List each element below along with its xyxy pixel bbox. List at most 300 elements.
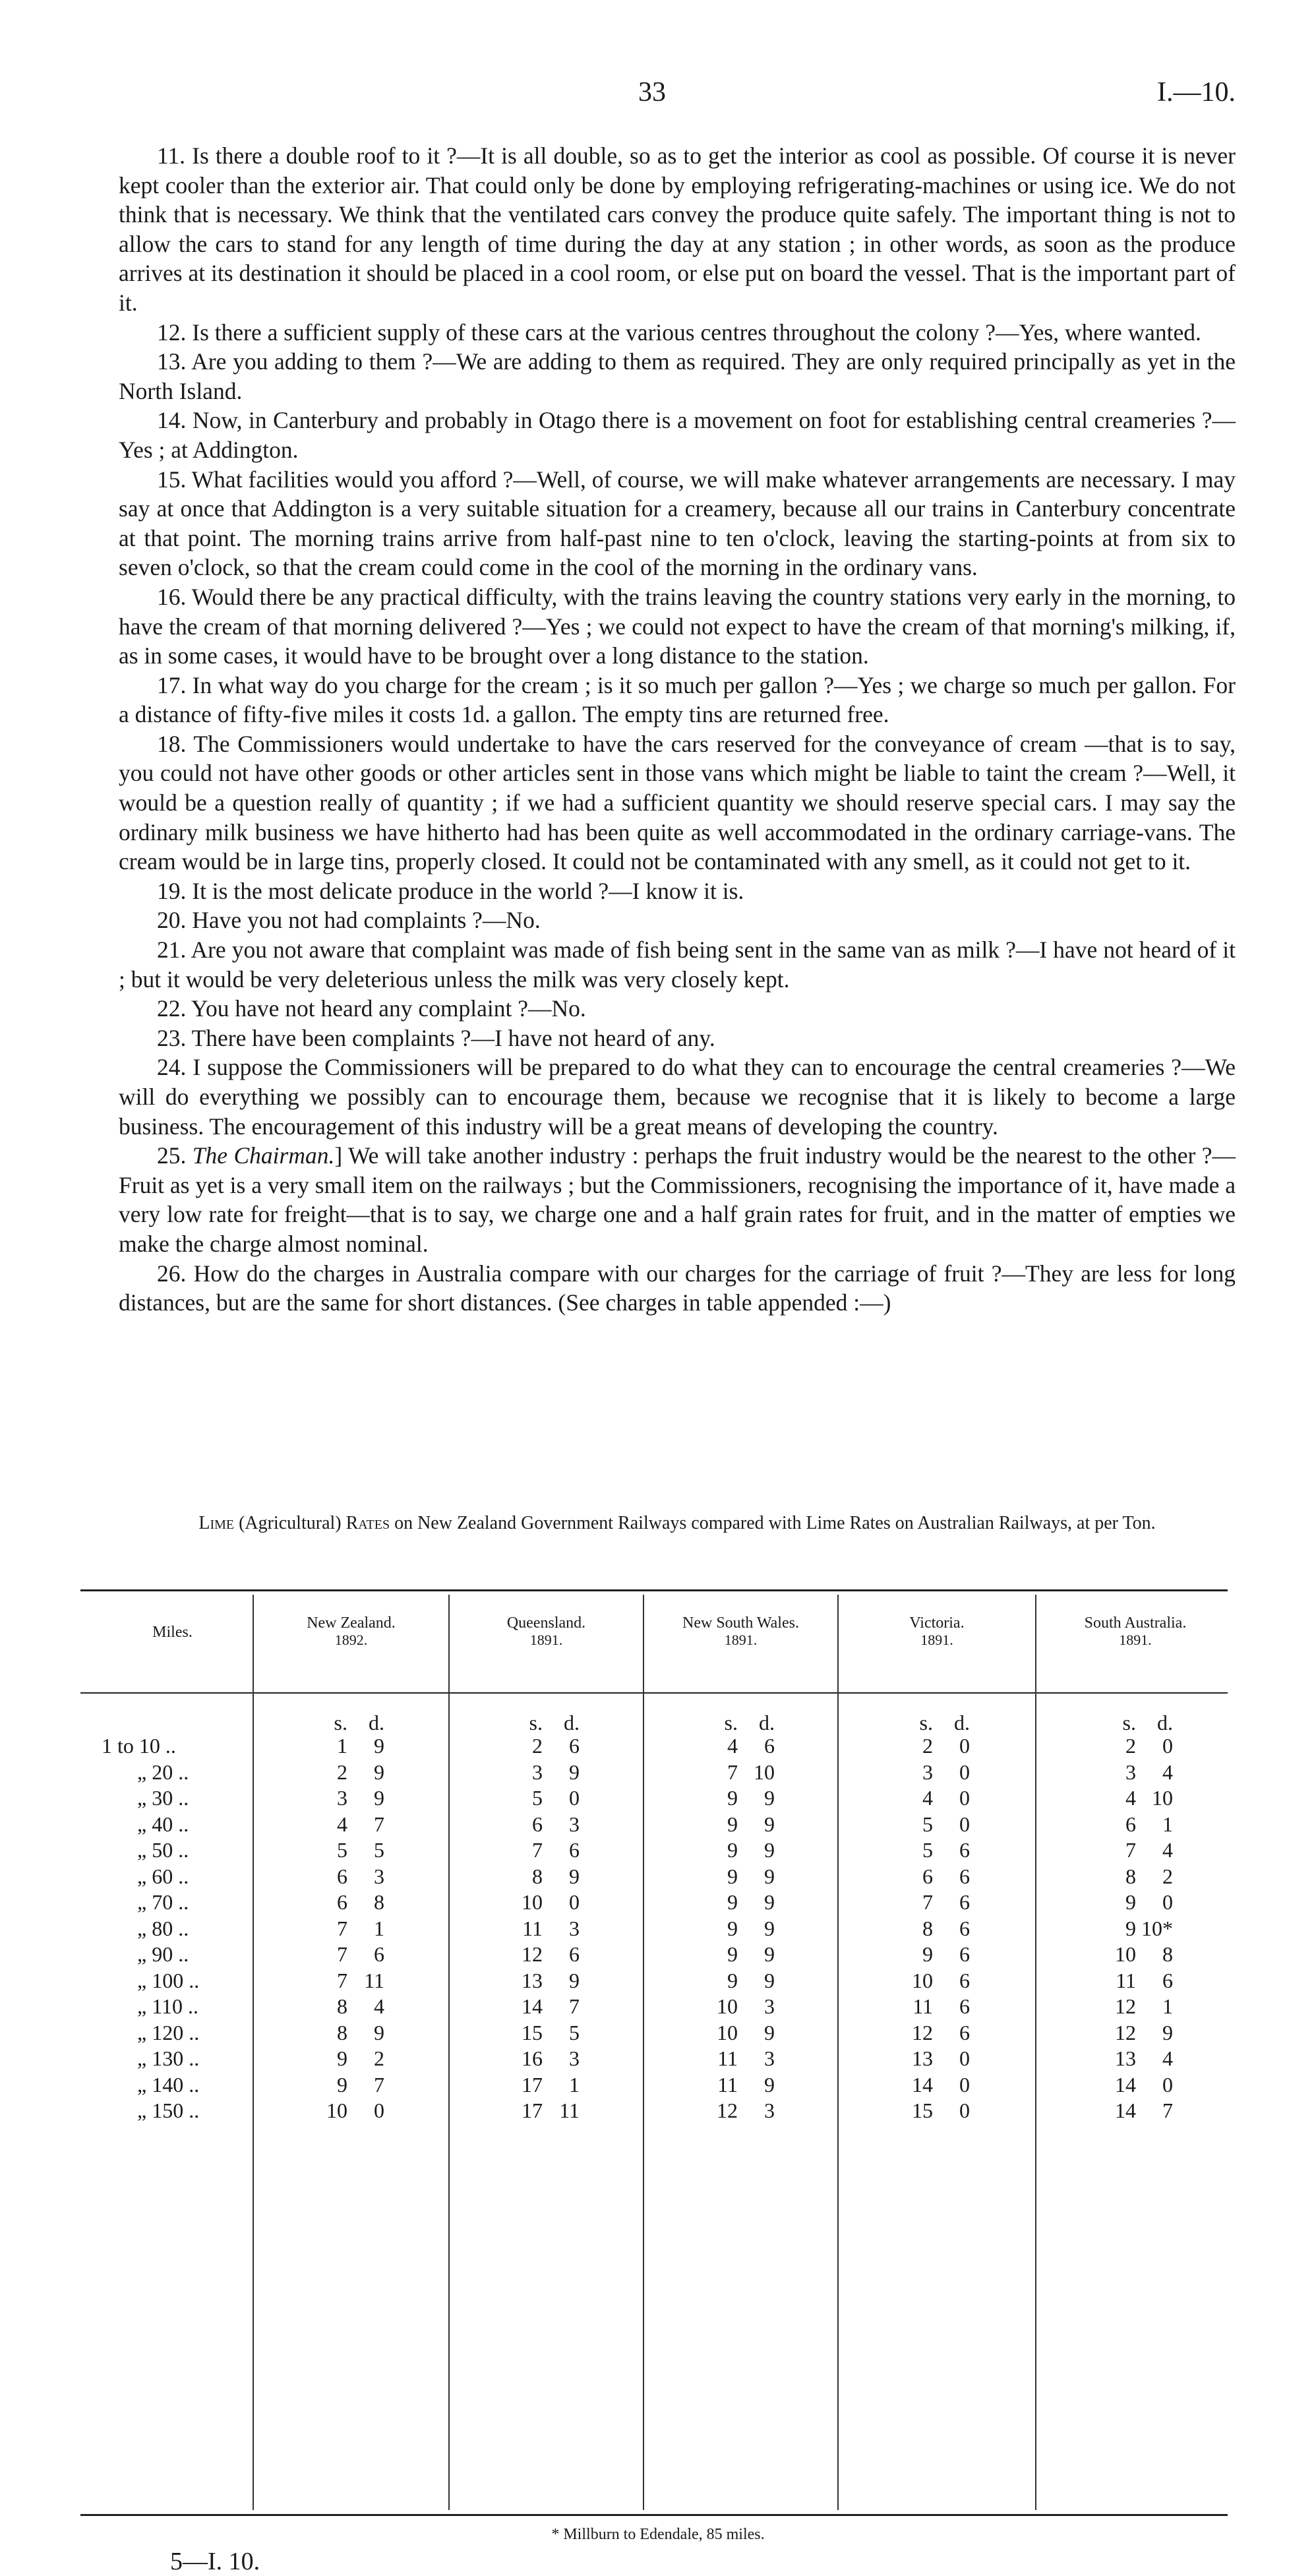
paragraph-18: 18. The Commissioners would undertake to have the cars reserved for the conveyance of cream —that is to say, you could not have other goods or other articles sent in those vans which might be liable to taint the cream ?—Well, it would be a question really of quantity ; if we had a sufficient quantity we should reserve special cars. I may say the ordinary milk business we have hitherto had has been quite as well accommodated in the ordinary carriage-vans. The cream would be in large tins, properly closed. It could not be contaminated with any smell, as it could not get to it. — [119, 730, 1236, 875]
shillings: 6 — [922, 1864, 933, 1888]
pence: 6 — [959, 2020, 970, 2044]
paragraph-11: 11. Is there a double roof to it ?—It is all double, so as to get the interior as cool as possible. Of course it is never kept cooler than the exterior air. That could only be done by employing refrigerating-machines or using ice. We do not think that is necessary. We think that the ventilated cars convey the produce quite safely. The important thing is not to allow the cars to stand for any length of time during the day at any station ; in other words, as soon as the produce arrives at its destination it should be placed in a cool room, or else put on board the vessel. That is the important part of it. — [119, 142, 1236, 316]
table-caption — [119, 1512, 1236, 1535]
paragraph-20: 20. Have you not had complaints ?—No. — [157, 907, 541, 934]
rate-cell — [883, 1812, 989, 1838]
pence: 3 — [764, 2099, 775, 2122]
shillings: 7 — [337, 1942, 347, 1966]
pence: 0 — [1162, 1890, 1173, 1914]
pence: 6 — [959, 1838, 970, 1862]
shillings: 9 — [727, 1968, 738, 1992]
pence: 0 — [959, 2046, 970, 2070]
rate-cell — [688, 1812, 794, 1838]
shillings: 6 — [1125, 1812, 1136, 1836]
shillings: 14 — [1115, 2099, 1136, 2122]
rate-cell — [1087, 1864, 1192, 1890]
rate-cell — [493, 1994, 599, 2020]
pence: 4 — [374, 1994, 384, 2018]
unit-d: d. — [759, 1711, 775, 1734]
rate-cell — [1087, 2072, 1192, 2099]
pence: 0 — [959, 1786, 970, 1810]
shillings: 17 — [522, 2099, 543, 2122]
shillings: 10 — [1115, 1942, 1136, 1966]
south-australia-column — [1087, 1733, 1192, 2124]
header-name: New Zealand. — [307, 1614, 396, 1632]
unit-header-nsw — [688, 1711, 794, 1735]
header-victoria — [839, 1614, 1035, 1649]
unit-d: d. — [564, 1711, 580, 1734]
chairman-speaker: The Chairman. — [192, 1142, 335, 1169]
shillings: 9 — [1125, 1890, 1136, 1914]
header-name: New South Wales. — [682, 1614, 799, 1632]
caption-rest: on New Zealand Government Railways compared with Lime Rates on Australian Railways, at per Ton. — [390, 1513, 1156, 1533]
caption-rates: Rates — [345, 1513, 390, 1533]
signature-mark: 5—I. 10. — [170, 2548, 260, 2575]
unit-d: d. — [954, 1711, 970, 1734]
pence: 9 — [764, 2020, 775, 2044]
unit-header-qld — [493, 1711, 599, 1735]
shillings: 6 — [532, 1812, 543, 1836]
miles-cell: „ 100 .. — [137, 1968, 200, 1992]
shillings: 5 — [532, 1786, 543, 1810]
testimony-text — [119, 141, 1236, 1318]
pence: 9 — [374, 1760, 384, 1784]
unit-s: s. — [1122, 1711, 1136, 1734]
rate-cell — [883, 1889, 989, 1916]
shillings: 12 — [717, 2099, 738, 2122]
rate-cell — [493, 1968, 599, 1994]
shillings: 9 — [727, 1890, 738, 1914]
rate-cell — [883, 2046, 989, 2072]
pence: 7 — [569, 1994, 580, 2018]
shillings: 10 — [717, 1994, 738, 2018]
shillings: 7 — [1125, 1838, 1136, 1862]
pence: 6 — [569, 1942, 580, 1966]
unit-header-sa — [1087, 1711, 1192, 1735]
shillings: 14 — [912, 2072, 933, 2097]
pence: 6 — [569, 1734, 580, 1758]
rate-cell — [493, 2020, 599, 2046]
pence: 0 — [959, 1734, 970, 1758]
pence: 3 — [569, 2046, 580, 2070]
pence: 0 — [374, 2099, 384, 2122]
rate-cell — [493, 2072, 599, 2099]
rate-cell — [298, 1812, 404, 1838]
shillings: 15 — [912, 2099, 933, 2122]
rate-cell — [883, 1994, 989, 2020]
rate-cell — [1087, 1760, 1192, 1786]
rate-cell — [688, 1837, 794, 1864]
shillings: 9 — [727, 1864, 738, 1888]
miles-column — [92, 1733, 251, 2124]
header-new-south-wales — [644, 1614, 837, 1649]
paragraph-13: 13. Are you adding to them ?—We are adding to them as required. They are only required principally as yet in the North Island. — [119, 348, 1236, 404]
rate-cell — [298, 2072, 404, 2099]
miles-cell: „ 150 .. — [137, 2099, 200, 2122]
pence: 1 — [569, 2072, 580, 2097]
miles-cell: „ 50 .. — [137, 1838, 189, 1862]
rate-cell — [688, 1889, 794, 1916]
unit-d: d. — [369, 1711, 384, 1734]
shillings: 2 — [337, 1760, 347, 1784]
rate-cell — [493, 1889, 599, 1916]
shillings: 8 — [337, 2020, 347, 2044]
pence: 9 — [764, 1812, 775, 1836]
shillings: 12 — [1115, 1994, 1136, 2018]
rate-cell — [298, 1968, 404, 1994]
pence: 6 — [959, 1968, 970, 1992]
shillings: 2 — [922, 1734, 933, 1758]
rate-cell — [688, 1916, 794, 1942]
rate-cell — [883, 1942, 989, 1968]
pence: 6 — [374, 1942, 384, 1966]
pence: 7 — [374, 2072, 384, 2097]
miles-cell: 1 to 10 .. — [102, 1734, 176, 1758]
miles-cell: „ 110 .. — [137, 1994, 199, 2018]
rate-cell — [1087, 1994, 1192, 2020]
header-new-zealand — [254, 1614, 448, 1649]
rate-cell — [1087, 2046, 1192, 2072]
rate-cell — [298, 2098, 404, 2124]
pence: 0 — [959, 1760, 970, 1784]
column-divider — [253, 1595, 254, 2510]
shillings: 9 — [727, 1916, 738, 1940]
rate-cell — [493, 1916, 599, 1942]
rate-cell — [493, 1864, 599, 1890]
rate-cell — [688, 1942, 794, 1968]
document-reference: I.—10. — [1157, 77, 1236, 107]
shillings: 5 — [337, 1838, 347, 1862]
rate-cell — [1087, 1837, 1192, 1864]
rate-cell — [298, 1889, 404, 1916]
header-year: 1891. — [724, 1632, 758, 1648]
rate-cell — [688, 1864, 794, 1890]
shillings: 12 — [1115, 2020, 1136, 2044]
rate-cell — [493, 1760, 599, 1786]
unit-s: s. — [334, 1711, 347, 1734]
pence: 6 — [959, 1890, 970, 1914]
table-top-rule — [80, 1589, 1228, 1591]
pence: 9 — [764, 1786, 775, 1810]
pence: 6 — [959, 1864, 970, 1888]
paragraph-24: 24. I suppose the Commissioners will be prepared to do what they can to encourage the central creameries ?—We will do everything we possibly can to encourage them, because we recognise that it is likely to become a large business. The encouragement of this industry will be a great means of developing the country. — [119, 1054, 1236, 1140]
paragraph-25-number: 25. — [157, 1142, 187, 1169]
rate-cell — [688, 1968, 794, 1994]
rate-cell — [493, 2098, 599, 2124]
pence: 9 — [764, 1968, 775, 1992]
pence: 0 — [569, 1890, 580, 1914]
pence: 6 — [569, 1838, 580, 1862]
pence: 11 — [559, 2099, 580, 2122]
pence: 9 — [764, 2072, 775, 2097]
new-zealand-column — [298, 1733, 404, 2124]
miles-cell: „ 80 .. — [137, 1916, 189, 1940]
shillings: 9 — [727, 1812, 738, 1836]
pence: 0 — [569, 1786, 580, 1810]
pence: 10 — [1152, 1786, 1173, 1810]
rate-cell — [883, 2020, 989, 2046]
paragraph-26: 26. How do the charges in Australia compare with our charges for the carriage of fruit ?—They are less for long distances, but are the same for short distances. (See charges in table appended :—) — [119, 1260, 1236, 1316]
rate-cell — [688, 1994, 794, 2020]
pence: 9 — [764, 1942, 775, 1966]
shillings: 17 — [522, 2072, 543, 2097]
shillings: 7 — [337, 1968, 347, 1992]
pence: 9 — [569, 1864, 580, 1888]
pence: 9 — [569, 1760, 580, 1784]
shillings: 6 — [337, 1890, 347, 1914]
shillings: 13 — [522, 1968, 543, 1992]
rate-cell — [883, 1864, 989, 1890]
pence: 1 — [374, 1916, 384, 1940]
pence: 0 — [1162, 2072, 1173, 2097]
caption-lime: Lime — [198, 1513, 235, 1533]
rate-cell — [298, 1785, 404, 1812]
shillings: 9 — [727, 1786, 738, 1810]
pence: 1 — [1162, 1994, 1173, 2018]
shillings: 9 — [1125, 1916, 1136, 1940]
shillings: 4 — [1125, 1786, 1136, 1810]
miles-cell: „ 140 .. — [137, 2072, 200, 2097]
pence: 0 — [959, 1812, 970, 1836]
column-divider — [1035, 1595, 1036, 2510]
header-year: 1892. — [334, 1632, 368, 1648]
shillings: 7 — [727, 1760, 738, 1784]
pence: 2 — [374, 2046, 384, 2070]
column-divider — [448, 1595, 450, 2510]
shillings: 2 — [532, 1734, 543, 1758]
shillings: 10 — [912, 1968, 933, 1992]
paragraph-16: 16. Would there be any practical difficulty, with the trains leaving the country stations very early in the morning, to have the cream of that morning delivered ?—Yes ; we could not expect to have the cream of that morning's milking, if, as in some cases, it would have to be brought over a long distance to the station. — [119, 583, 1236, 669]
rate-cell — [298, 1864, 404, 1890]
shillings: 4 — [922, 1786, 933, 1810]
rate-cell — [1087, 2020, 1192, 2046]
shillings: 5 — [922, 1838, 933, 1862]
shillings: 8 — [337, 1994, 347, 2018]
new-south-wales-column — [688, 1733, 794, 2124]
shillings: 7 — [532, 1838, 543, 1862]
paragraph-12: 12. Is there a sufficient supply of these cars at the various centres throughout the colony ?—Yes, where wanted. — [157, 319, 1201, 346]
shillings: 3 — [337, 1786, 347, 1810]
rate-cell — [688, 1733, 794, 1760]
pence: 9 — [374, 2020, 384, 2044]
rate-cell — [688, 2098, 794, 2124]
pence: 8 — [374, 1890, 384, 1914]
miles-cell: „ 40 .. — [137, 1812, 189, 1836]
header-name: Queensland. — [506, 1614, 586, 1632]
rate-cell — [493, 1785, 599, 1812]
rate-cell — [883, 1760, 989, 1786]
miles-cell: „ 120 .. — [137, 2020, 200, 2044]
pence: 9 — [764, 1838, 775, 1862]
pence: 9 — [764, 1864, 775, 1888]
shillings: 5 — [922, 1812, 933, 1836]
pence: 9 — [569, 1968, 580, 1992]
shillings: 8 — [1125, 1864, 1136, 1888]
rate-cell — [688, 1760, 794, 1786]
header-year: 1891. — [920, 1632, 953, 1648]
rate-cell — [688, 2020, 794, 2046]
miles-cell: „ 70 .. — [137, 1890, 189, 1914]
header-queensland — [450, 1614, 643, 1649]
miles-header: Miles. — [152, 1624, 193, 1641]
rate-cell — [493, 1733, 599, 1760]
rate-cell — [883, 1733, 989, 1760]
rate-cell — [493, 1837, 599, 1864]
shillings: 11 — [1116, 1968, 1136, 1992]
pence: 8 — [1162, 1942, 1173, 1966]
shillings: 11 — [912, 1994, 933, 2018]
rate-cell — [883, 2098, 989, 2124]
paragraph-15: 15. What facilities would you afford ?—Well, of course, we will make whatever arrangements are necessary. I may say at once that Addington is a very suitable situation for a creamery, because all our trains in Canterbury concentrate at that point. The morning trains arrive from half-past nine to ten o'clock, leaving the starting-points at from six to seven o'clock, so that the cream could come in the cool of the morning in the ordinary vans. — [119, 466, 1236, 581]
pence: 6 — [959, 1994, 970, 2018]
rate-cell — [298, 1942, 404, 1968]
pence: 2 — [1162, 1864, 1173, 1888]
shillings: 9 — [727, 1838, 738, 1862]
shillings: 9 — [337, 2072, 347, 2097]
pence: 5 — [569, 2020, 580, 2044]
shillings: 3 — [532, 1760, 543, 1784]
rate-cell — [493, 2046, 599, 2072]
paragraph-25-text: ] We will take another industry : perhaps the fruit industry would be the nearest to the other ?—Fruit as yet is a very small item on the railways ; but the Commissioners, recognising the importance of it, have made a very low rate for freight—that is to say, we charge one and a half grain rates for fruit, and in the matter of empties we make the charge almost nominal. — [119, 1142, 1236, 1257]
rate-cell — [298, 1733, 404, 1760]
pence: 3 — [374, 1864, 384, 1888]
shillings: 4 — [727, 1734, 738, 1758]
miles-cell: „ 60 .. — [137, 1864, 189, 1888]
pence: 0 — [959, 2099, 970, 2122]
shillings: 16 — [522, 2046, 543, 2070]
rate-cell — [688, 2046, 794, 2072]
pence: 4 — [1162, 1760, 1173, 1784]
unit-d: d. — [1157, 1711, 1173, 1734]
paragraph-14: 14. Now, in Canterbury and probably in Otago there is a movement on foot for establishing central creameries ?—Yes ; at Addington. — [119, 407, 1236, 463]
rate-cell — [1087, 1968, 1192, 1994]
shillings: 14 — [522, 1994, 543, 2018]
rate-cell — [298, 1916, 404, 1942]
shillings: 4 — [337, 1812, 347, 1836]
pence: 3 — [569, 1812, 580, 1836]
pence: 9 — [374, 1734, 384, 1758]
table-footnote: * Millburn to Edendale, 85 miles. — [551, 2526, 765, 2543]
table-bottom-rule — [80, 2514, 1228, 2516]
unit-s: s. — [919, 1711, 933, 1734]
shillings: 14 — [1115, 2072, 1136, 2097]
unit-header-nz — [298, 1711, 404, 1735]
shillings: 6 — [337, 1864, 347, 1888]
shillings: 9 — [922, 1942, 933, 1966]
miles-cell: „ 20 .. — [137, 1760, 189, 1784]
rate-cell — [298, 2020, 404, 2046]
rate-cell — [883, 1785, 989, 1812]
shillings: 10 — [717, 2020, 738, 2044]
pence: 10* — [1141, 1916, 1173, 1940]
rate-cell — [883, 1837, 989, 1864]
pence: 4 — [1162, 1838, 1173, 1862]
shillings: 11 — [522, 1916, 543, 1940]
queensland-column — [493, 1733, 599, 2124]
paragraph-25 — [119, 1141, 1236, 1258]
shillings: 2 — [1125, 1734, 1136, 1758]
page-number: 33 — [638, 77, 666, 107]
pence: 5 — [374, 1838, 384, 1862]
pence: 6 — [959, 1942, 970, 1966]
shillings: 9 — [337, 2046, 347, 2070]
pence: 0 — [959, 2072, 970, 2097]
header-name: Victoria. — [909, 1614, 965, 1632]
rate-cell — [1087, 1942, 1192, 1968]
shillings: 13 — [912, 2046, 933, 2070]
victoria-column — [883, 1733, 989, 2124]
shillings: 8 — [922, 1916, 933, 1940]
rate-cell — [1087, 1889, 1192, 1916]
pence: 3 — [764, 1994, 775, 2018]
shillings: 12 — [912, 2020, 933, 2044]
rate-cell — [1087, 1916, 1192, 1942]
unit-s: s. — [724, 1711, 738, 1734]
rate-cell — [493, 1942, 599, 1968]
rate-cell — [883, 1968, 989, 1994]
rate-cell — [688, 2072, 794, 2099]
pence: 1 — [1162, 1812, 1173, 1836]
paragraph-21: 21. Are you not aware that complaint was made of fish being sent in the same van as milk ?—I have not heard of it ; but it would be very deleterious unless the milk was very closely kept. — [119, 936, 1236, 993]
header-year: 1891. — [529, 1632, 563, 1648]
rate-cell — [298, 1837, 404, 1864]
pence: 9 — [1162, 2020, 1173, 2044]
header-year: 1891. — [1119, 1632, 1152, 1648]
shillings: 1 — [337, 1734, 347, 1758]
pence: 6 — [1162, 1968, 1173, 1992]
shillings: 7 — [337, 1916, 347, 1940]
shillings: 3 — [922, 1760, 933, 1784]
rate-cell — [1087, 1785, 1192, 1812]
unit-header-vic — [883, 1711, 989, 1735]
shillings: 13 — [1115, 2046, 1136, 2070]
rate-cell — [298, 2046, 404, 2072]
pence: 6 — [764, 1734, 775, 1758]
miles-cell: „ 90 .. — [137, 1942, 189, 1966]
pence: 11 — [364, 1968, 384, 1992]
pence: 7 — [374, 1812, 384, 1836]
column-divider — [643, 1595, 644, 2510]
pence: 6 — [959, 1916, 970, 1940]
pence: 3 — [764, 2046, 775, 2070]
page-header — [0, 77, 1316, 116]
pence: 7 — [1162, 2099, 1173, 2122]
rate-cell — [298, 1994, 404, 2020]
paragraph-19: 19. It is the most delicate produce in the world ?—I know it is. — [157, 877, 744, 904]
paragraph-17: 17. In what way do you charge for the cream ; is it so much per gallon ?—Yes ; we charge so much per gallon. For a distance of fifty-five miles it costs 1d. a gallon. The empty tins are returned free. — [119, 671, 1236, 728]
paragraph-23: 23. There have been complaints ?—I have not heard of any. — [157, 1024, 715, 1051]
shillings: 15 — [522, 2020, 543, 2044]
rate-cell — [688, 1785, 794, 1812]
header-south-australia — [1036, 1614, 1234, 1649]
shillings: 7 — [922, 1890, 933, 1914]
shillings: 12 — [522, 1942, 543, 1966]
unit-s: s. — [529, 1711, 543, 1734]
pence: 10 — [754, 1760, 775, 1784]
column-divider — [837, 1595, 839, 2510]
miles-cell: „ 130 .. — [137, 2046, 200, 2070]
caption-agricultural: (Agricultural) — [234, 1513, 346, 1533]
rate-cell — [1087, 2098, 1192, 2124]
pence: 9 — [374, 1786, 384, 1810]
shillings: 10 — [522, 1890, 543, 1914]
rate-cell — [1087, 1812, 1192, 1838]
shillings: 10 — [326, 2099, 347, 2122]
rate-cell — [298, 1760, 404, 1786]
pence: 9 — [764, 1890, 775, 1914]
shillings: 8 — [532, 1864, 543, 1888]
rate-cell — [1087, 1733, 1192, 1760]
